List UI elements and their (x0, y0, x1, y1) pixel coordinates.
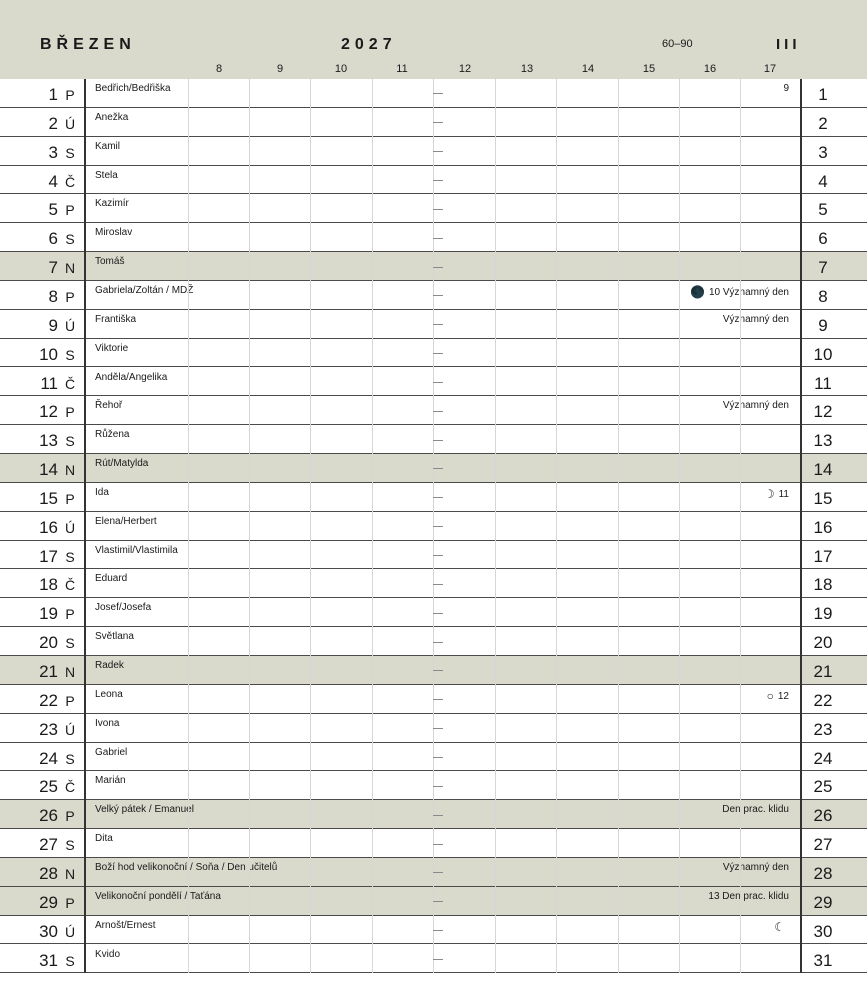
name-day: Gabriel (95, 746, 128, 758)
day-of-week: P (65, 404, 75, 421)
left-divider (84, 79, 86, 973)
day-note (774, 920, 789, 934)
day-number: 27 (39, 835, 58, 855)
day-of-week: P (65, 808, 75, 825)
day-number: 24 (39, 748, 58, 768)
note-text: Významný den (722, 861, 789, 873)
day-of-week: Ú (64, 721, 76, 738)
day-of-week: Ú (64, 519, 76, 536)
day-number: 16 (39, 517, 58, 537)
note-text: Významný den (722, 313, 789, 325)
day-of-week: S (65, 433, 75, 450)
day-note (783, 83, 789, 94)
noon-tick (433, 959, 443, 960)
day-number-right: 17 (813, 546, 833, 566)
day-note (723, 314, 789, 325)
day-of-week: S (65, 635, 75, 652)
day-number: 12 (39, 402, 58, 422)
day-number: 13 (39, 431, 58, 451)
note-text: 9 (783, 83, 789, 94)
day-of-week: Ú (64, 317, 76, 334)
day-of-week: Č (64, 173, 76, 190)
day-note (723, 862, 789, 873)
day-number-right: 28 (813, 863, 833, 883)
name-day: Leona (95, 688, 123, 700)
day-of-week: S (65, 952, 75, 969)
noon-tick (433, 728, 443, 729)
name-day: Vlastimil/Vlastimila (95, 544, 178, 556)
day-of-week: S (65, 837, 75, 854)
day-number-right: 25 (813, 777, 833, 797)
note-text: Významný den (722, 400, 789, 412)
noon-tick (433, 382, 443, 383)
day-number: 19 (39, 604, 58, 624)
day-number-right: 16 (813, 517, 833, 537)
day-number-right: 10 (813, 344, 833, 364)
day-number: 8 (48, 286, 58, 306)
hour-gridline (249, 79, 250, 973)
day-of-week: P (65, 894, 75, 911)
year-title: 2027 (341, 36, 397, 53)
hour-gridline (495, 79, 496, 973)
month-roman: III (776, 36, 801, 53)
noon-tick (433, 238, 443, 239)
day-number: 20 (39, 633, 58, 653)
name-day: Gabriela/Zoltán / MDŽ (95, 284, 194, 296)
day-number-right: 20 (813, 633, 833, 653)
hour-label: 15 (642, 63, 656, 75)
hour-label: 13 (520, 63, 534, 75)
day-number: 21 (39, 662, 58, 681)
hour-label: 10 (334, 63, 348, 75)
noon-tick (433, 786, 443, 787)
name-day: Kamil (95, 140, 121, 152)
name-day: Kazimír (95, 198, 129, 210)
day-number-right: 24 (813, 748, 833, 768)
noon-tick (433, 815, 443, 816)
day-of-week: P (65, 692, 75, 709)
day-number: 23 (39, 719, 58, 739)
noon-tick (433, 353, 443, 354)
day-number-right: 8 (818, 286, 828, 306)
day-number: 30 (39, 921, 58, 941)
day-of-week: N (64, 462, 76, 479)
day-number: 15 (39, 488, 58, 508)
name-day: Anežka (95, 111, 129, 123)
name-day: Kvido (95, 948, 121, 960)
day-of-week: N (64, 260, 76, 277)
right-divider (800, 79, 802, 973)
day-number: 3 (48, 142, 58, 162)
name-day: Miroslav (95, 227, 133, 239)
day-number-right: 19 (813, 604, 833, 624)
day-number-right: 31 (813, 950, 833, 970)
name-day: Ivona (95, 717, 120, 729)
hour-gridline (740, 79, 741, 973)
day-number-right: 3 (818, 142, 828, 162)
name-day: Elena/Herbert (95, 515, 157, 527)
day-number: 5 (48, 200, 58, 220)
day-of-week: S (65, 750, 75, 767)
name-day: Františka (95, 313, 137, 325)
day-number-right: 11 (814, 373, 832, 393)
day-note (764, 487, 789, 501)
day-number-right: 4 (818, 171, 828, 191)
hour-label: 12 (458, 63, 472, 75)
noon-tick (433, 872, 443, 873)
day-number-right: 2 (818, 113, 828, 133)
day-number: 14 (39, 460, 58, 480)
noon-tick (433, 844, 443, 845)
hour-label: 8 (215, 63, 223, 75)
day-of-week: Č (64, 577, 76, 594)
moon-phase-icon: ☾ (774, 919, 785, 934)
day-number-right: 1 (818, 85, 828, 104)
name-day: Rút/Matylda (95, 458, 149, 470)
noon-tick (433, 670, 443, 671)
day-of-week: S (65, 548, 75, 565)
name-day: Arnošt/Ernest (95, 919, 156, 931)
moon-phase-icon: ☽ (763, 486, 775, 501)
day-of-week: P (65, 606, 75, 623)
name-day: Viktorie (95, 342, 129, 354)
name-day: Boží hod velikonoční / Soňa / Den učitelů (95, 861, 278, 873)
note-text: 12 (777, 690, 789, 702)
day-of-week: P (65, 490, 75, 507)
day-of-week: Ú (64, 115, 76, 132)
name-day: Dita (95, 833, 113, 845)
name-day: Radek (95, 660, 124, 671)
hour-gridline (310, 79, 311, 973)
noon-tick (433, 411, 443, 412)
day-note (723, 400, 789, 411)
day-number: 25 (39, 777, 58, 797)
day-number: 2 (48, 113, 58, 133)
moon-phase-icon: 🌑 (689, 284, 705, 299)
hour-label: 11 (396, 63, 408, 75)
name-day: Bedřich/Bedřiška (95, 83, 171, 94)
name-day: Anděla/Angelika (95, 371, 168, 383)
hour-gridline (679, 79, 680, 973)
day-number: 10 (39, 344, 58, 364)
noon-tick (433, 497, 443, 498)
day-of-week: P (65, 202, 75, 219)
day-number: 29 (39, 892, 58, 912)
name-day: Marián (95, 775, 126, 787)
day-number: 26 (39, 806, 58, 826)
day-of-week: S (65, 231, 75, 248)
month-title: BŘEZEN (40, 36, 136, 53)
day-number: 17 (39, 546, 58, 566)
day-number-right: 26 (813, 806, 833, 826)
hour-gridline (372, 79, 373, 973)
noon-tick (433, 122, 443, 123)
noon-tick (433, 267, 443, 268)
noon-tick (433, 642, 443, 643)
day-number: 18 (39, 575, 58, 595)
hour-label: 14 (581, 63, 595, 75)
hour-label: 17 (763, 63, 777, 75)
day-number-right: 15 (813, 488, 833, 508)
day-number-right: 30 (813, 921, 833, 941)
day-of-week: S (65, 346, 75, 363)
day-of-week: P (65, 288, 75, 305)
day-number-right: 14 (813, 460, 833, 480)
day-number: 4 (48, 171, 58, 191)
name-day: Růžena (95, 429, 130, 441)
day-number: 6 (48, 229, 58, 249)
day-number-right: 7 (818, 258, 828, 278)
day-number-right: 6 (818, 229, 828, 249)
day-of-week: P (65, 87, 75, 103)
note-text: 10 Významný den (708, 286, 789, 298)
name-day: Eduard (95, 573, 128, 585)
day-number: 22 (39, 690, 58, 710)
name-day: Světlana (95, 631, 134, 643)
hour-gridline (556, 79, 557, 973)
day-number-right: 5 (818, 200, 828, 220)
hour-label: 16 (703, 63, 717, 75)
name-day: Velikonoční pondělí / Taťána (95, 890, 221, 902)
day-of-week: N (64, 865, 76, 882)
noon-tick (433, 757, 443, 758)
hour-label: 9 (276, 63, 284, 75)
name-day: Tomáš (95, 256, 125, 268)
moon-phase-icon: ○ (766, 688, 774, 703)
noon-tick (433, 613, 443, 614)
name-day: Řehoř (95, 400, 123, 412)
noon-tick (433, 584, 443, 585)
noon-tick (433, 526, 443, 527)
noon-tick (433, 901, 443, 902)
name-day: Velký pátek / Emanuel (95, 804, 194, 816)
noon-tick (433, 468, 443, 469)
noon-tick (433, 324, 443, 325)
hour-gridline (188, 79, 189, 973)
noon-tick (433, 930, 443, 931)
hour-gridline (618, 79, 619, 973)
day-of-week: Č (64, 375, 76, 392)
noon-tick (433, 93, 443, 94)
day-number-right: 12 (813, 402, 833, 422)
day-number-right: 13 (813, 431, 833, 451)
noon-tick (433, 209, 443, 210)
day-number: 9 (48, 315, 58, 335)
note-text: 13 Den prac. klidu (708, 890, 789, 902)
noon-tick (433, 699, 443, 700)
day-number: 7 (48, 258, 58, 278)
name-day: Stela (95, 169, 118, 181)
day-number-right: 21 (813, 662, 833, 681)
noon-tick (433, 295, 443, 296)
day-number-right: 29 (813, 892, 833, 912)
day-range: 60–90 (662, 38, 693, 50)
day-number: 1 (48, 85, 58, 104)
day-number-right: 18 (813, 575, 833, 595)
noon-tick (433, 151, 443, 152)
noon-tick (433, 180, 443, 181)
day-of-week: Č (64, 779, 76, 796)
day-number: 11 (40, 373, 58, 393)
note-text: Den prac. klidu (722, 804, 789, 816)
day-number-right: 22 (813, 690, 833, 710)
day-note (767, 689, 789, 703)
day-number-right: 23 (813, 719, 833, 739)
day-of-week: Ú (64, 923, 76, 940)
noon-tick (433, 555, 443, 556)
day-number-right: 9 (818, 315, 828, 335)
day-of-week: S (65, 144, 75, 161)
day-note (708, 891, 789, 902)
day-of-week: N (64, 664, 76, 680)
day-note (722, 804, 789, 815)
calendar-header (0, 0, 867, 79)
day-number-right: 27 (813, 835, 833, 855)
name-day: Josef/Josefa (95, 602, 152, 614)
name-day: Ida (95, 486, 109, 498)
day-number: 31 (39, 950, 58, 970)
note-text: 11 (778, 488, 789, 500)
day-number: 28 (39, 863, 58, 883)
noon-tick (433, 440, 443, 441)
